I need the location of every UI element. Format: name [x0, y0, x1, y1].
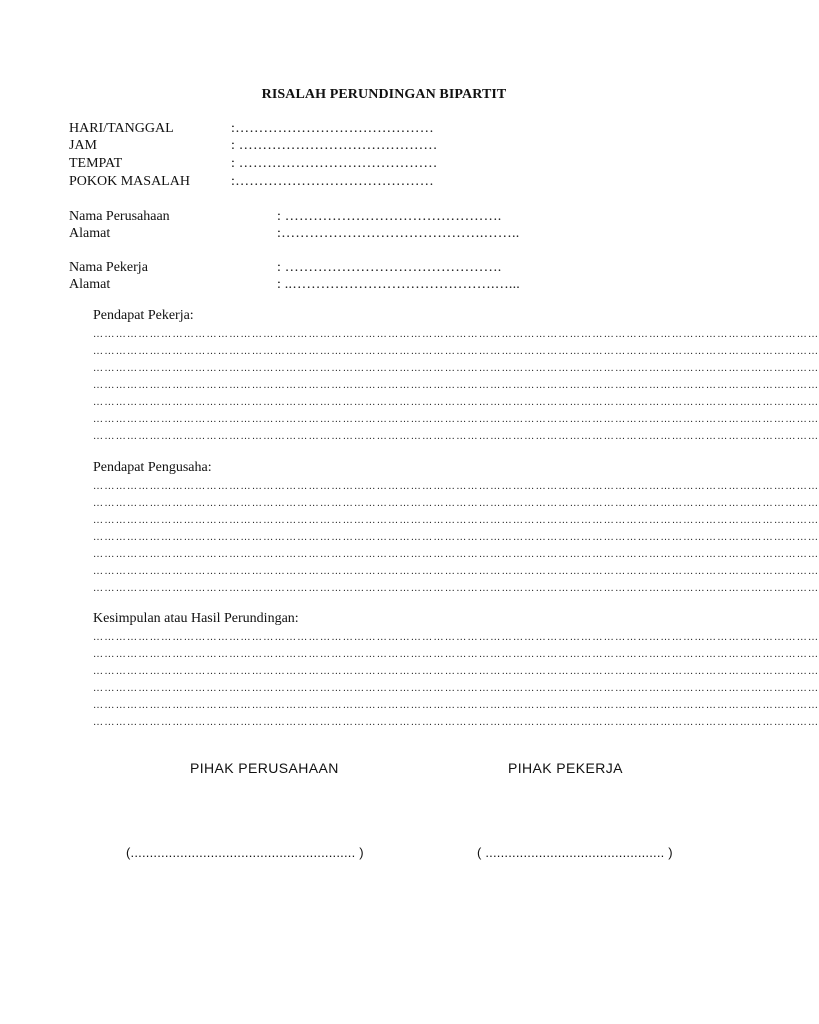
answer-line: ………………………………………………………………………………………………………………………………………………………………………… — [93, 532, 819, 543]
company-signature-line: (........................................................... ) — [126, 845, 364, 860]
field-jam — [69, 137, 489, 154]
field-value: : ..…………………………………….…... — [277, 277, 520, 292]
field-label: Alamat — [69, 277, 111, 292]
field-label: TEMPAT — [69, 156, 123, 171]
field-label: Alamat — [69, 226, 111, 241]
worker-signature-line: ( ............................................... ) — [477, 845, 673, 860]
answer-line: ………………………………………………………………………………………………………………………………………………………………………… — [93, 683, 819, 694]
field-label: POKOK MASALAH — [69, 174, 190, 189]
answer-line: ………………………………………………………………………………………………………………………………………………………………………… — [93, 515, 819, 526]
field-value: :…………………………………….…….. — [277, 226, 520, 241]
field-value: :…………………………………… — [231, 121, 434, 136]
answer-line: ………………………………………………………………………………………………………………………………………………………………………… — [93, 329, 819, 340]
field-label: Nama Perusahaan — [69, 209, 170, 224]
company-party-label: PIHAK PERUSAHAAN — [190, 760, 339, 776]
answer-line: ………………………………………………………………………………………………………………………………………………………………………… — [93, 346, 819, 357]
answer-line: ………………………………………………………………………………………………………………………………………………………………………… — [93, 481, 819, 492]
answer-line: ………………………………………………………………………………………………………………………………………………………………………… — [93, 414, 819, 425]
answer-line: ………………………………………………………………………………………………………………………………………………………………………… — [93, 498, 819, 509]
field-alamat-perusahaan — [69, 225, 519, 242]
field-nama-perusahaan — [69, 208, 519, 225]
worker-party-label: PIHAK PEKERJA — [508, 760, 623, 776]
section-heading-kesimpulan: Kesimpulan atau Hasil Perundingan: — [93, 611, 299, 626]
field-alamat-pekerja — [69, 276, 519, 293]
section-heading-pendapat-pekerja: Pendapat Pekerja: — [93, 308, 194, 323]
answer-line: ………………………………………………………………………………………………………………………………………………………………………… — [93, 700, 819, 711]
answer-line: ………………………………………………………………………………………………………………………………………………………………………… — [93, 549, 819, 560]
field-value: :…………………………………… — [231, 174, 434, 189]
field-value: : …………………………………… — [231, 156, 438, 171]
answer-line: ………………………………………………………………………………………………………………………………………………………………………… — [93, 649, 819, 660]
field-nama-pekerja — [69, 259, 519, 276]
field-pokok-masalah — [69, 173, 489, 190]
field-label: JAM — [69, 138, 98, 153]
field-value: : …………………………………… — [231, 138, 438, 153]
answer-line: ………………………………………………………………………………………………………………………………………………………………………… — [93, 363, 819, 374]
field-hari-tanggal — [69, 120, 489, 137]
answer-line: ………………………………………………………………………………………………………………………………………………………………………… — [93, 666, 819, 677]
field-label: HARI/TANGGAL — [69, 121, 174, 136]
field-tempat — [69, 155, 489, 172]
answer-line: ………………………………………………………………………………………………………………………………………………………………………… — [93, 397, 819, 408]
field-value: : ………………………………………. — [277, 260, 502, 275]
answer-line: ………………………………………………………………………………………………………………………………………………………………………… — [93, 380, 819, 391]
answer-line: ………………………………………………………………………………………………………………………………………………………………………… — [93, 717, 819, 728]
answer-line: ………………………………………………………………………………………………………………………………………………………………………… — [93, 632, 819, 643]
document-title: RISALAH PERUNDINGAN BIPARTIT — [261, 87, 507, 102]
field-label: Nama Pekerja — [69, 260, 148, 275]
section-heading-pendapat-pengusaha: Pendapat Pengusaha: — [93, 460, 212, 475]
field-value: : ………………………………………. — [277, 209, 502, 224]
answer-line: ………………………………………………………………………………………………………………………………………………………………………… — [93, 566, 819, 577]
answer-line: ………………………………………………………………………………………………………………………………………………………………………… — [93, 583, 819, 594]
answer-line: ………………………………………………………………………………………………………………………………………………………………………… — [93, 431, 819, 442]
